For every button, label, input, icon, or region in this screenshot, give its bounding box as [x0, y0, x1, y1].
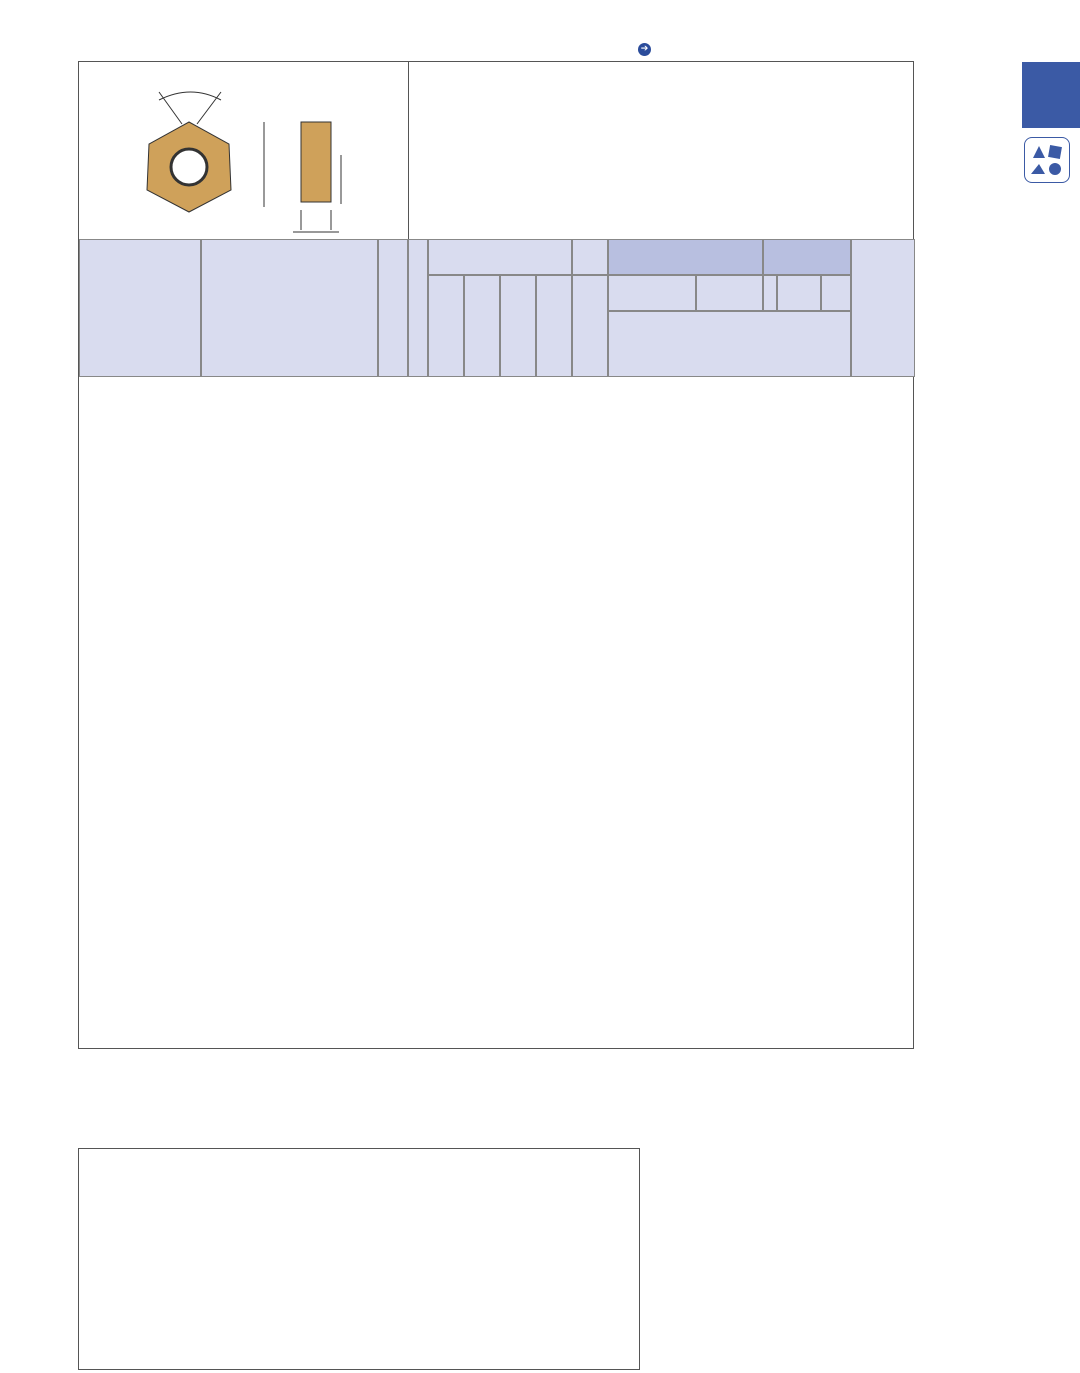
edges-header-cell [408, 239, 428, 377]
s-header [464, 275, 500, 377]
arrow-icon: ➔ [638, 43, 651, 56]
dimension-header [428, 239, 572, 275]
d1-header [500, 275, 536, 377]
ic-header [428, 275, 464, 377]
model-header [201, 239, 378, 377]
carbide-header [608, 239, 763, 275]
pvd-header [696, 275, 763, 311]
cvd-header [608, 275, 696, 311]
dash-header [821, 275, 851, 311]
material-rows [79, 62, 915, 239]
reference-note [636, 40, 653, 56]
holder-header [851, 239, 915, 377]
angle-header [572, 239, 608, 275]
cermet-header [763, 239, 851, 275]
insert-table [78, 61, 914, 1049]
pvd2-header [777, 275, 821, 311]
re-header [536, 275, 572, 377]
chipbreaker-panels [78, 1148, 640, 1370]
chipbreaker-header-cell [378, 239, 408, 377]
grade-header-row [608, 311, 851, 377]
insert-shapes-icon [1024, 137, 1070, 183]
an-header [572, 275, 608, 377]
cvd2-header-cell [763, 275, 777, 311]
insert-rows [79, 377, 915, 1050]
shape-header [79, 239, 201, 377]
section-tab[interactable] [1022, 62, 1080, 128]
